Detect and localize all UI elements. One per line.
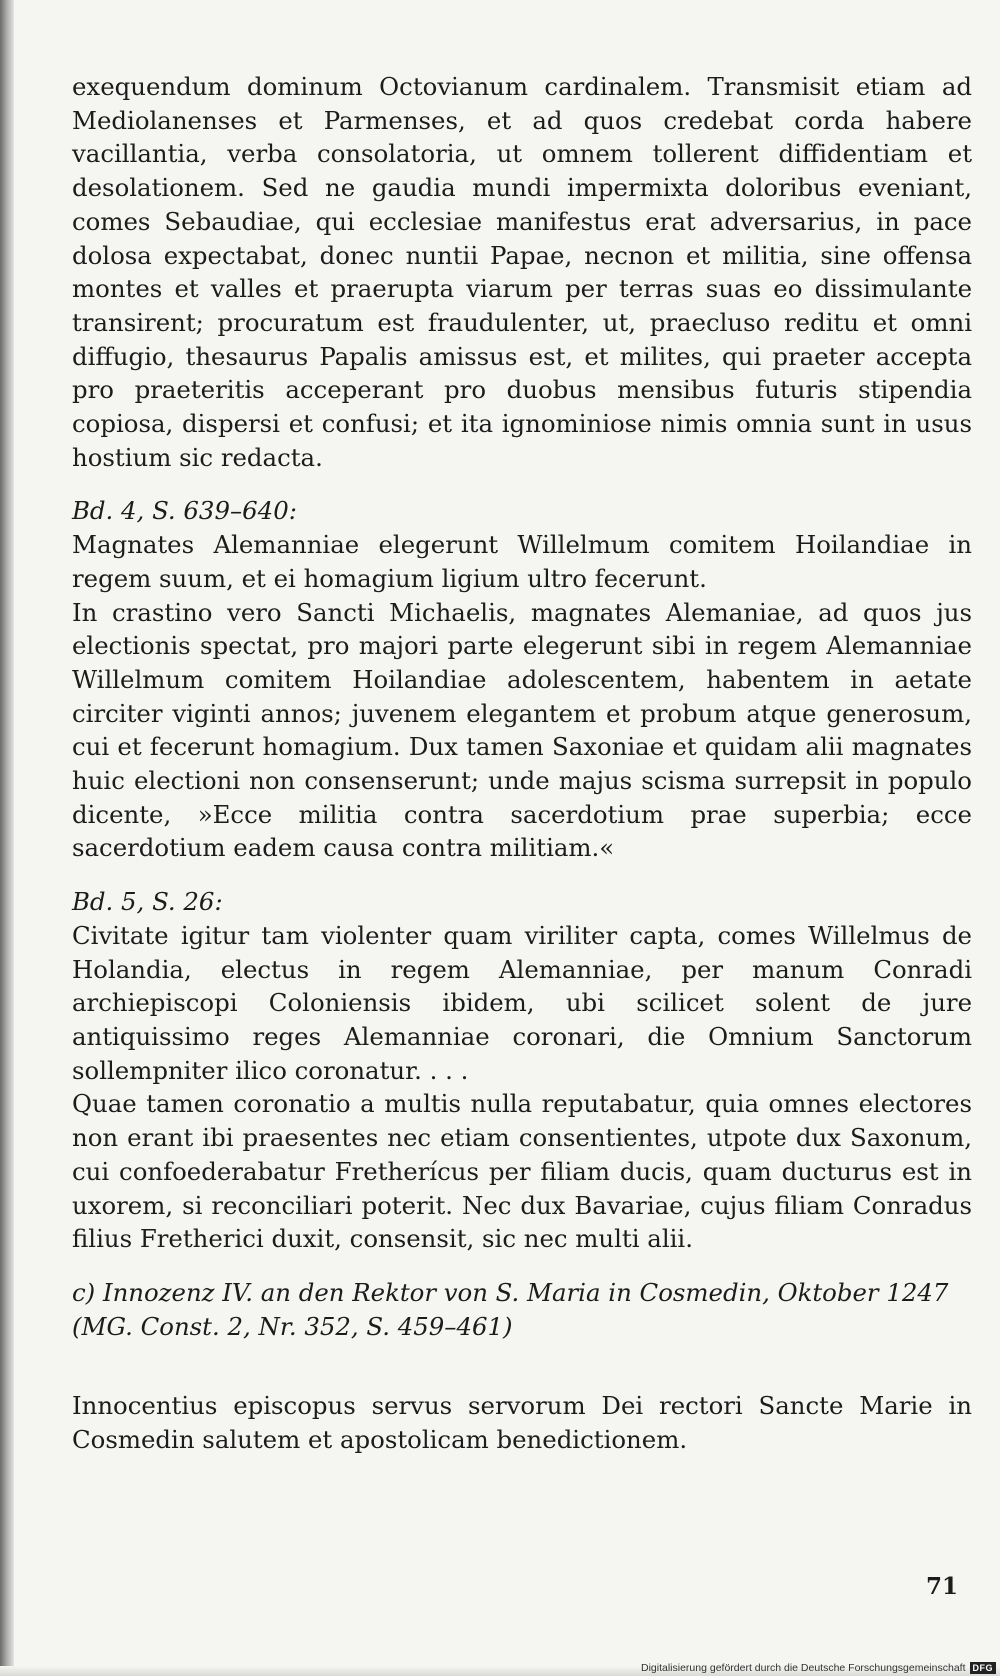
page-number: 71 bbox=[925, 1573, 958, 1600]
paragraph-salutation: Innocentius episcopus servus servorum Dei rectori Sancte Marie in Cosmedin salutem et apostolicam benedictionem. bbox=[72, 1391, 972, 1455]
paragraph-continuation: exequendum dominum Octovianum cardinalem. Transmisit etiam ad Mediolanenses et Parmenses, et ad quos credebat corda habere vacillantia, verba consolatoria, ut omnem tollerent diffidentiam et desolationem. Sed ne gaudia mundi impermixta doloribus eveniant, comes Sebaudiae, qui ecclesiae manifestus erat adversarius, in pace dolosa expectabat, donec nuntii Papae, necnon et militia, sine offensa montes et valles et praerupta viarum per terras suas eo dissimulante transirent; procuratum est fraudulenter, ut, praecluso reditu et omni diffugio, thesaurus Papalis amissus est, et milites, qui praeter accepta pro praeteritis acceperant pro duobus mensibus futuris stipendia copiosa, dispersi et confusi; et ita ignominiose nimis omnia sunt in usus hostium sic redacta. bbox=[72, 72, 972, 472]
section-heading: c) Innozenz IV. an den Rektor von S. Maria in Cosmedin, Oktober 1247 bbox=[72, 1277, 949, 1307]
section-source: (MG. Const. 2, Nr. 352, S. 459–461) bbox=[72, 1311, 513, 1341]
page-text bbox=[72, 70, 972, 1457]
paragraph-summary: Magnates Alemanniae elegerunt Willelmum comitem Hoilandiae in regem suum, et ei homagium ligium ultro fecerunt. bbox=[72, 530, 972, 593]
page-binding-shadow bbox=[0, 0, 14, 1676]
dfg-logo-icon: DFG bbox=[970, 1662, 997, 1674]
source-reference: Bd. 5, S. 26: bbox=[72, 887, 223, 917]
source-reference: Bd. 4, S. 639–640: bbox=[72, 496, 297, 526]
footer-credit: Digitalisierung gefördert durch die Deutsche Forschungsgemeinschaft bbox=[640, 1662, 966, 1674]
paragraph-electors: Quae tamen coronatio a multis nulla reputabatur, quia omnes electores non erant ibi praesentes nec etiam consentientes, utpote dux Saxonum, cui confoederabatur Fretherícus per filiam ducis, quam ducturus est in uxorem, si reconciliari poterit. Nec dux Bavariae, cujus filiam Conradus filius Fretherici duxit, consensit, sic nec multi alii. bbox=[72, 1089, 972, 1254]
digitization-footer bbox=[641, 1660, 1000, 1676]
paragraph-election: In crastino vero Sancti Michaelis, magnates Alemaniae, ad quos jus electionis spectat, pro majori parte elegerunt sibi in regem Alemanniae Willelmum comitem Hoilandiae adolescentem, habentem in aetate circiter viginti annos; juvenem elegantem et probum atque generosum, cui et fecerunt homagium. Dux tamen Saxoniae et quidam alii magnates huic electioni non consenserunt; unde majus scisma surrepsit in populo dicente, »Ecce militia contra sacerdotium prae superbia; ecce sacerdotium eadem causa contra militiam.« bbox=[72, 597, 972, 863]
paragraph-coronation: Civitate igitur tam violenter quam viriliter capta, comes Willelmus de Holandia, electus in regem Alemanniae, per manum Conradi archiepiscopi Coloniensis ibidem, ubi scilicet solent de jure antiquissimo reges Alemanniae coronari, die Omnium Sanctorum sollempniter ilico coronatur. . . . bbox=[72, 920, 972, 1085]
